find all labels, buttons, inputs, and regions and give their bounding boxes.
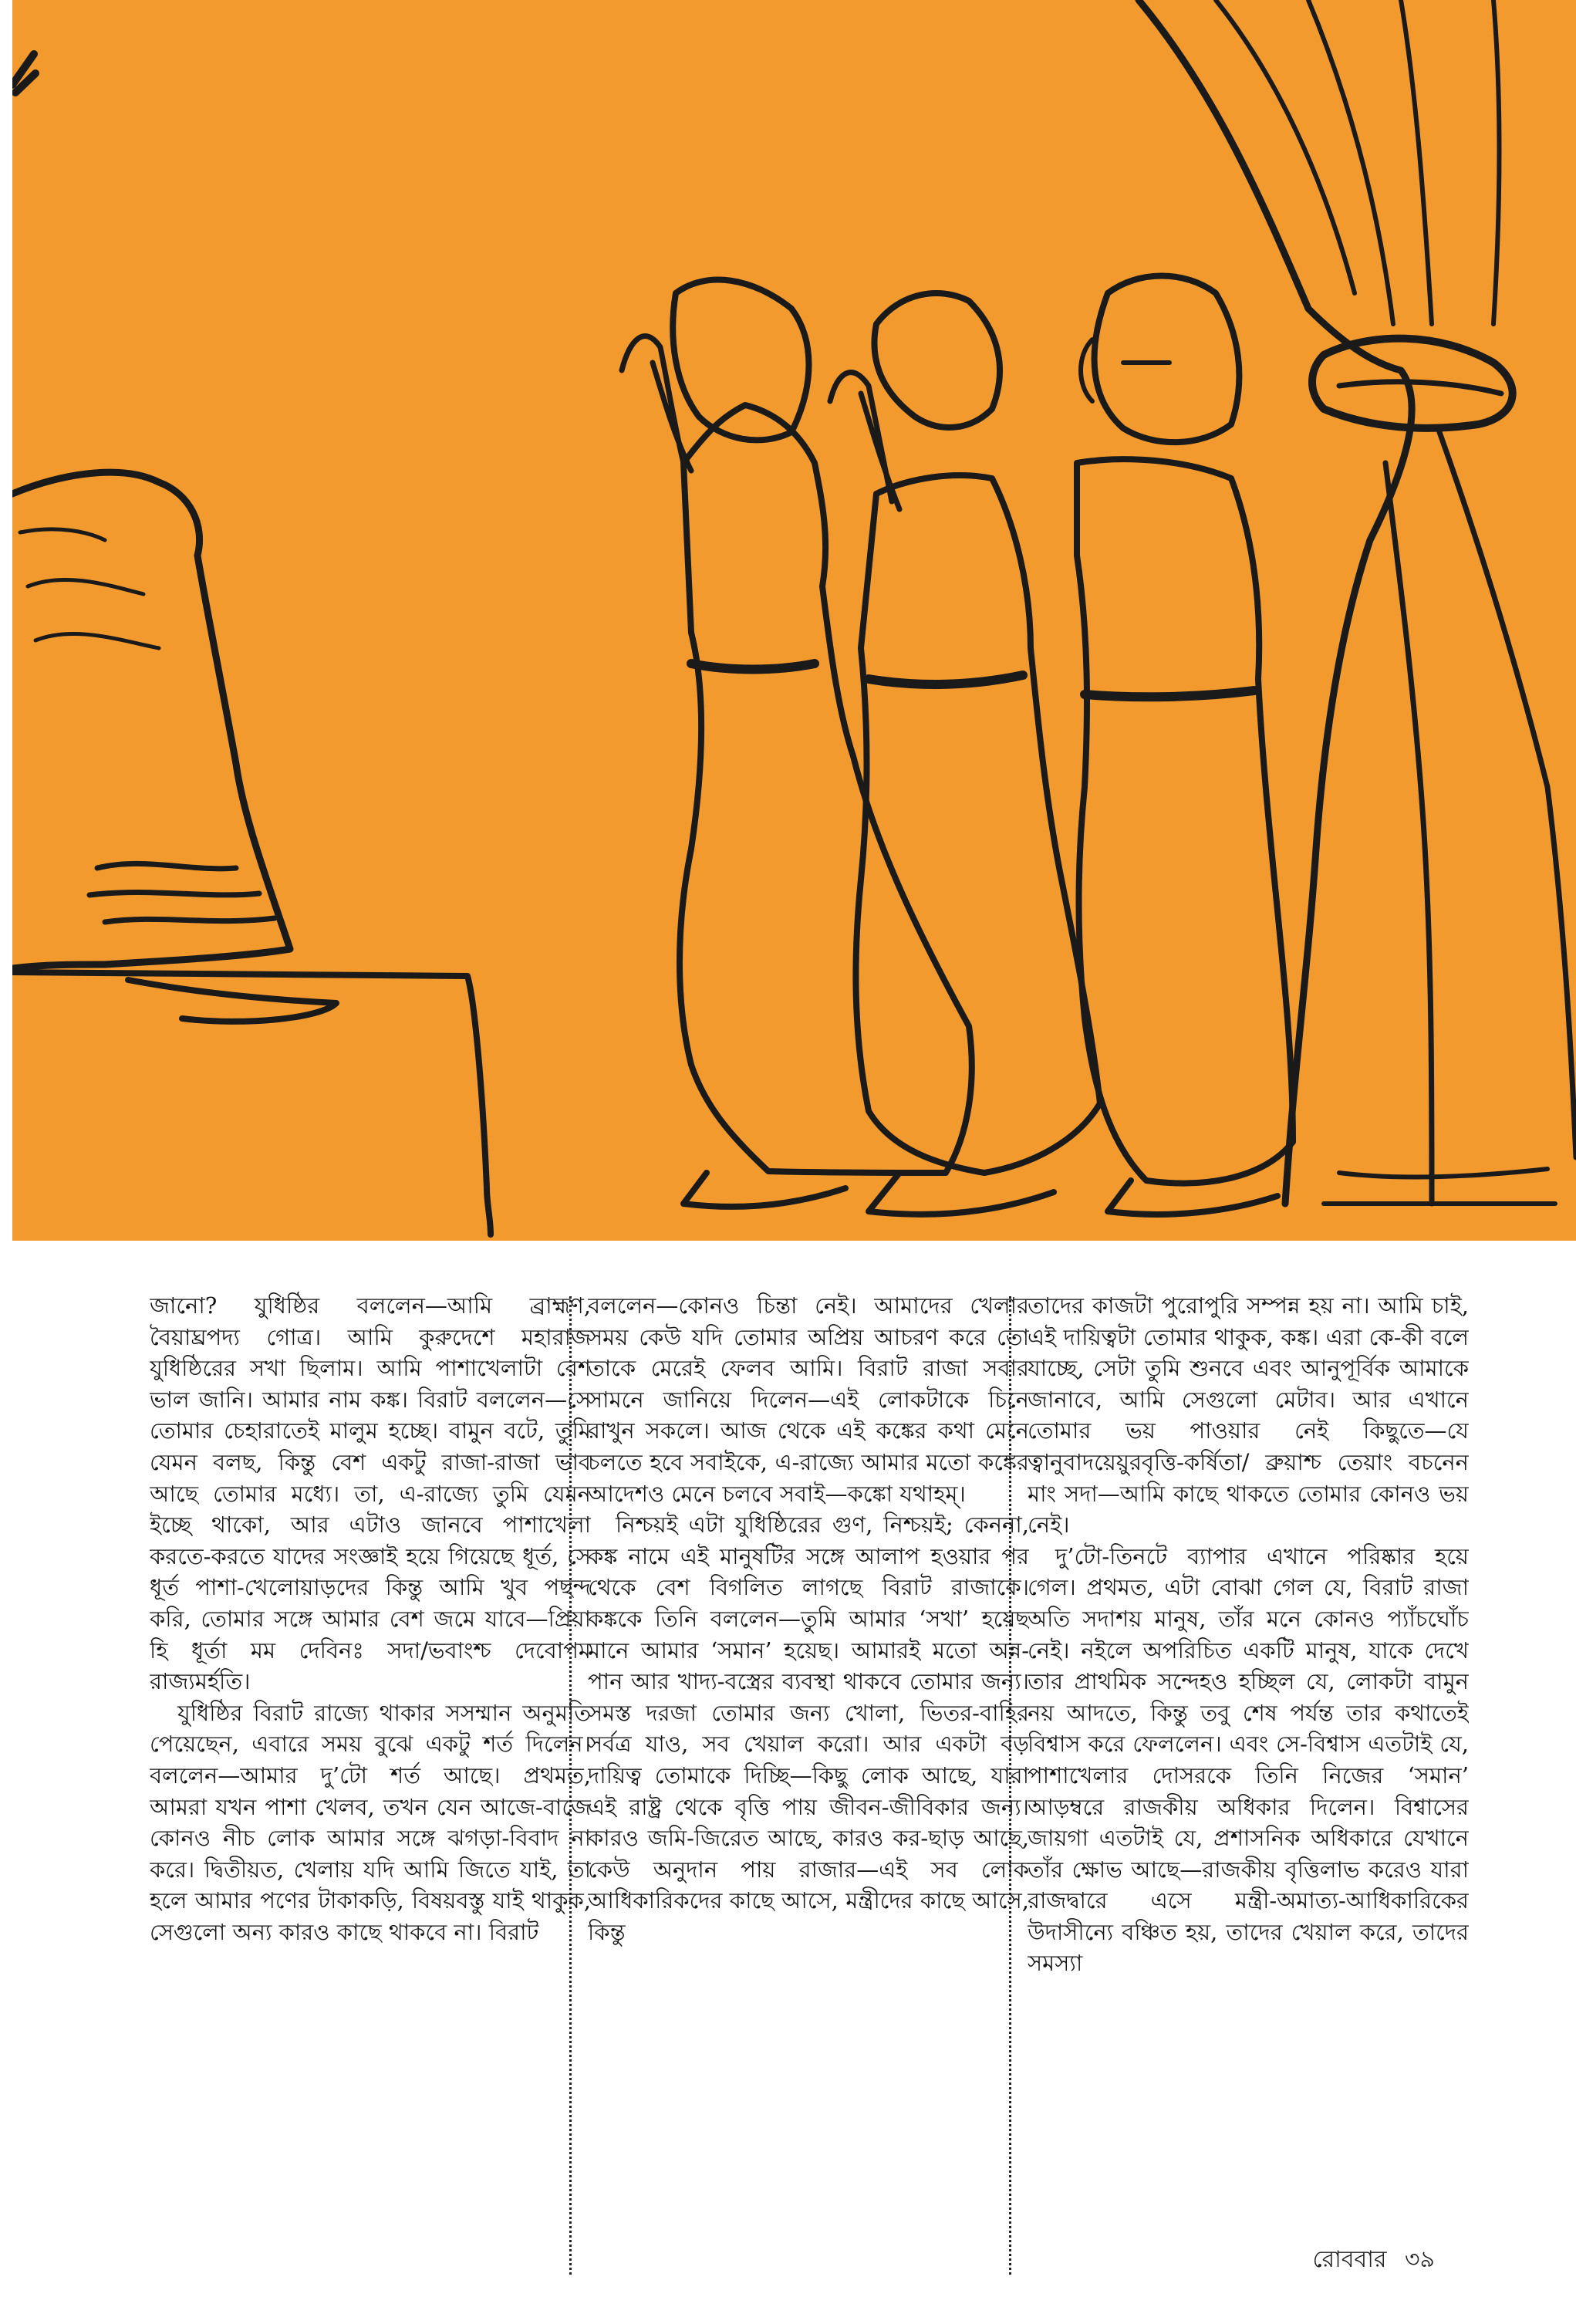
figure-1 — [680, 405, 972, 1173]
paragraph: দু’টো-তিনটে ব্যাপার এখানে পরিষ্কার হয়ে গেল। প্রথমত, এটা বোঝা গেল যে, বিরাট রাজা অতি সদাশয় মানুষ, তাঁর মনে কোনও প্যাঁচঘোঁচ নেই। নইলে অপরিচিত একটি মানুষ, যাকে দেখে তার প্রাথমিক সন্দেহও হচ্ছিল যে, লোকটা বামুন নয় আদতে, কিন্তু তবু শেষ পর্যন্ত তার কথাতেই বিশ্বাস করে ফেললেন। এবং সে-বিশ্বাস এতটাই যে, পাশাখেলার দোসরকে তিনি নিজের ‘সমান’ আড়ম্বরে রাজকীয় অধিকার দিলেন। বিশ্বাসের জায়গা এতটাই যে, প্রশাসনিক অধিকারে যেখানে তাঁর ক্ষোভ আছে—রাজকীয় বৃত্তিলাভ করেও যারা রাজদ্বারে এসে মন্ত্রী-অমাত্য-আধিকারিকের উদাসীন্যে বঞ্চিত হয়, তাদের খেয়াল করে, তাদের সমস্যা — [1028, 1542, 1469, 1977]
publication-name: রোববার — [1312, 2246, 1387, 2273]
column-divider — [569, 1296, 572, 2275]
page-number: ৩৯ — [1405, 2246, 1435, 2273]
pedestal — [12, 972, 491, 1235]
paragraph: জানো? যুধিষ্ঠির বললেন—আমি ব্রাহ্মণ, বৈয়াঘ্রপদ্য গোত্র। আমি কুরুদেশে মহারাজ যুধিষ্ঠিরের সখা ছিলাম। আমি পাশাখেলাটা বেশ ভাল জানি। আমার নাম কঙ্ক। বিরাট বললেন—সে তোমার চেহারাতেই মালুম হচ্ছে। বামুন বটে, তুমি যেমন বলছ, কিন্তু বেশ একটু রাজা-রাজা ভাব আছে তোমার মধ্যে। তা, এ-রাজ্যে তুমি যেমন ইচ্ছে থাকো, আর এটাও জানবে পাশাখেলা করতে-করতে যাদের সংজ্ঞাই হয়ে গিয়েছে ধূর্ত, সে ধূর্ত পাশা-খেলোয়াড়দের কিন্তু আমি খুব পছন্দ করি, তোমার সঙ্গে আমার বেশ জমে যাবে—প্রিয়া হি ধূর্তা মম দেবিনঃ সদা/ভবাংশ্চ দেবোপম রাজ্যমর্হতি। — [150, 1292, 591, 1695]
paragraph: বললেন—কোনও চিন্তা নেই। আমাদের খেলার সময় কেউ যদি তোমার অপ্রিয় আচরণ করে তো তাকে মেরেই ফেলব আমি। বিরাট রাজা সবার সামনে জানিয়ে দিলেন—এই লোকটাকে চিনে রাখুন সকলে। আজ থেকে এই কঙ্কের কথা মেনে চলতে হবে সবাইকে, এ-রাজ্যে আমার মতো কঙ্কের আদেশও মেনে চলবে সবাই—কঙ্কো যথাহম্। — [588, 1292, 1029, 1507]
figure-3 — [1095, 276, 1240, 443]
curtain — [1139, 0, 1412, 1204]
paragraph: যুধিষ্ঠির বিরাট রাজ্যে থাকার সসম্মান অনুমতি পেয়েছেন, এবারে সময় বুঝে একটু শর্ত দিলেন। বললেন—আমার দু’টো শর্ত আছে। প্রথমত, আমরা যখন পাশা খেলব, তখন যেন আজে-বাজে কোনও নীচ লোক আমার সঙ্গে ঝগড়া-বিবাদ না করে। দ্বিতীয়ত, খেলায় যদি আমি জিতে যাই, তা হলে আমার পণের টাকাকড়ি, বিষয়বস্তু যাই থাকুক, সেগুলো অন্য কারও কাছে থাকবে না। বিরাট — [150, 1699, 591, 1945]
column-divider — [1009, 1296, 1011, 2275]
figure-2 — [874, 293, 1000, 427]
page-footer — [1203, 2241, 1435, 2272]
illustration — [12, 0, 1576, 1241]
paragraph: নিশ্চয়ই এটা যুধিষ্ঠিরের গুণ, নিশ্চয়ই; কেননা, কঙ্ক নামে এই মানুষটির সঙ্গে আলাপ হওয়ার পর থেকে বেশ বিগলিত লাগছে বিরাট রাজাকে। কঙ্ককে তিনি বললেন—তুমি আমার ‘সখা’ হয়েছ মানে আমার ‘সমান’ হয়েছ। আমারই মতো অন্ন-পান আর খাদ্য-বস্ত্রের ব্যবস্থা থাকবে তোমার জন্য। সমস্ত দরজা তোমার জন্য খোলা, ভিতর-বাহির সর্বত্র যাও, সব খেয়াল করো। আর একটা বড় দায়িত্ব তোমাকে দিচ্ছি—কিছু লোক আছে, যারা এই রাষ্ট্র থেকে বৃত্তি পায় জীবন-জীবিকার জন্য। কারও জমি-জিরেত আছে, কারও কর-ছাড় আছে, কেউ অনুদান পায় রাজার—এই সব লোক আধিকারিকদের কাছে আসে, মন্ত্রীদের কাছে আসে, কিন্তু — [588, 1512, 1029, 1945]
ink-stroke-topleft — [12, 54, 35, 93]
text-column-2 — [588, 1290, 1029, 2231]
paragraph: তাদের কাজটা পুরোপুরি সম্পন্ন হয় না। আমি চাই, এই দায়িত্বটা তোমার থাকুক, কঙ্ক। এরা কে-কী বলে যাচ্ছে, সেটা তুমি শুনবে এবং আনুপূর্বিক আমাকে জানাবে, আমি সেগুলো মেটাব। আর এখানে তোমার ভয় পাওয়ার নেই কিছুতে—যে ত্বানুবাদয়েয়ুরবৃত্তি-কর্ষিতা/ ব্রুয়াশ্চ তেয়াং বচনেন মাং সদা—আমি কাছে থাকতে তোমার কোনও ভয় নেই। — [1028, 1292, 1469, 1539]
ink-drawing — [12, 0, 1576, 1241]
text-column-3 — [1028, 1290, 1469, 2231]
text-column-1 — [150, 1290, 591, 2231]
